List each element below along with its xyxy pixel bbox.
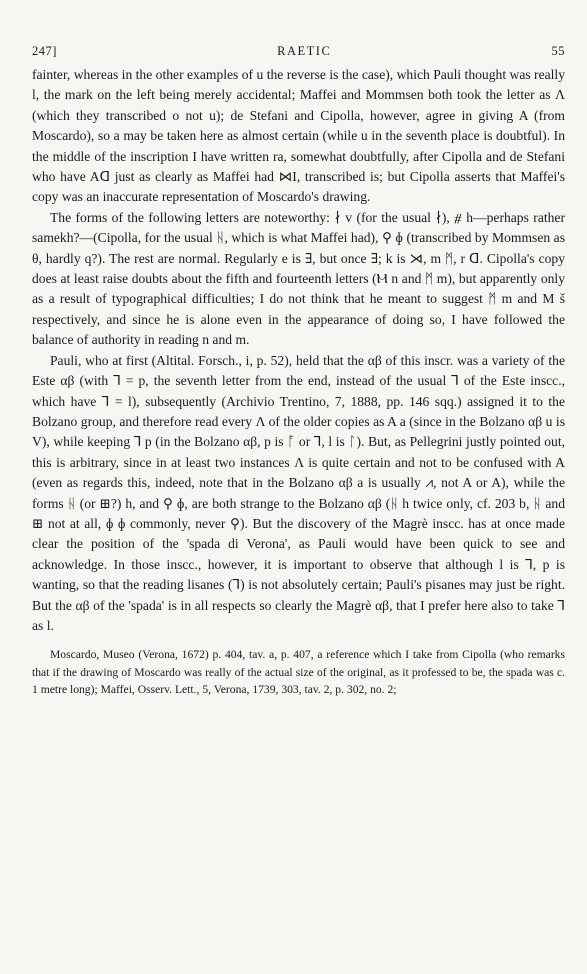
running-title: RAETIC — [277, 44, 332, 58]
paragraph-pauli: Pauli, who at first (Altital. Forsch., i, p. 52), held that the αβ of this inscr. was a variety of the Este αβ (with ⅂ = p, the seventh letter from the end, instead of the usual ⅂ of the Este inscc., which have ⅂ = l), subsequently (Archivio Trentino, 7, 1888, pp. 146 sqq.) assigned it to the Bolzano group, and therefore read every Λ of the older copies as A a (since in the Bolzano αβ u is V), while keeping ⅂ p (in the Bolzano αβ, p is ᚪ or ⅂, l is ᛚ). But, as Pellegrini justly pointed out, this is arbitrary, since in at least two instances Λ is quite certain and not to be confused with A (even as regards this, indeed, note that in the Bolzano αβ a is usually ⩘, not A or A), while the forms ᚺ (or ⊞?) h, and ⚲ ɸ, are both strange to the Bolzano αβ (ᚺ h twice only, cf. 203 b, ᚺ and ⊞ not at all, ɸ ɸ commonly, never ⚲). But the discovery of the Magrè inscc. has at once made clear the position of the 'spada di Verona', as Pauli would have been quick to see and acknowledge. In those inscc., however, it is important to observe that although l is ⅂, p is wanting, so that the reading lisanes (⅂) is not absolutely certain; Pauli's pisanes may just be right. But the αβ of the 'spada' is in all respects so clearly the Magrè αβ, that I prefer here also to take ⅂ as l. — [32, 352, 565, 633]
paragraph-continued: fainter, whereas in the other examples of u the reverse is the case), which Pauli thought was really l, the mark on the left being merely accidental; Maffei and Mommsen both took the letter as Λ (which they transcribed o not u); de Stefani and Cipolla, however, agree in giving A (from Moscardo), so a may be taken here as almost certain (while u in the seventh place is doubtful). In the middle of the inscription I have written ra, somewhat doubtfully, after Cipolla and de Stefani who have Aᗡ just as clearly as Maffei had ⋈I, transcribed is; but Cipolla asserts that Maffei's copy was an inaccurate representation of Moscardo's drawing. — [32, 67, 565, 205]
page-number: 55 — [551, 44, 565, 58]
footnote: Moscardo, Museo (Verona, 1672) p. 404, tav. a, p. 407, a reference which I take from Cipolla (who remarks that if the drawing of Moscardo was really of the actual size of the original, as it professed to be, the spada was c. 1 metre long); Maffei, Osserv. Lett., 5, Verona, 1739, 303, tav. 2, p. 302, no. 2; — [32, 648, 565, 697]
paragraph-letter-forms: The forms of the following letters are noteworthy: ∤ v (for the usual ∤), ⧣ h—perhaps rather samekh?—(Cipolla, for the usual ᚺ, which is what Maffei had), ⚲ ɸ (transcribed by Mommsen as θ, hardly q?). The rest are normal. Regularly e is ∃, but once ∃; k is ⋊, m ᛗ, r ᗡ. Cipolla's copy does at least raise doubts about the fifth and fourteenth letters (Ⲙ n and ᛗ m), but apparently only as a result of typographical difficulties; I do not think that he meant to suggest ᛗ m and M š respectively, and since he is alone even in the appearance of doing so, I have followed the balance of authority in reading n and m. — [32, 209, 565, 348]
main-text — [32, 65, 565, 636]
running-header — [32, 44, 565, 59]
page-reference: 247] — [32, 44, 57, 58]
